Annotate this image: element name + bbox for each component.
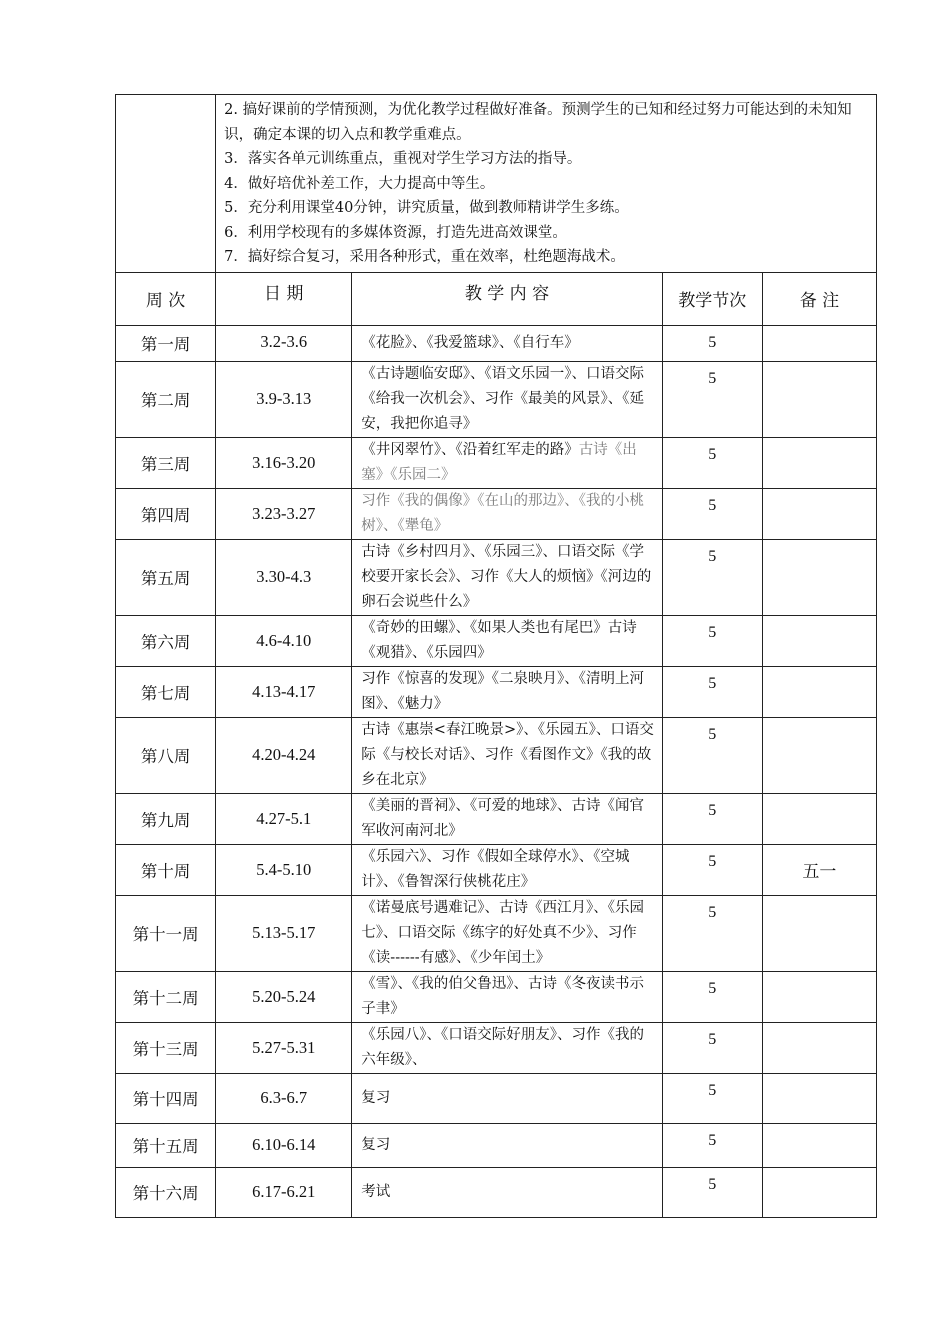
intro-line: 5．充分利用课堂40分钟，讲究质量，做到教师精讲学生多练。 <box>224 200 629 216</box>
note-cell <box>762 971 876 1022</box>
content-text: 古诗《乡村四月》、《乐园三》、口语交际《学校要开家长会》、习作《大人的烦恼》《河边的卵石会说些什么》 <box>361 543 652 610</box>
content-text: 《乐园八》、《口语交际好朋友》、习作《我的六年级》、 <box>361 1026 645 1068</box>
table-row <box>116 666 877 717</box>
lessons-cell: 5 <box>662 437 762 488</box>
date-cell: 5.27-5.31 <box>216 1022 352 1073</box>
date-cell: 3.2-3.6 <box>216 325 352 361</box>
table-row <box>116 844 877 895</box>
week-cell: 第四周 <box>116 488 216 539</box>
content-text-gray: 习作《我的偶像》《在山的那边》、《我的小桃树》、《犟龟》 <box>361 492 645 534</box>
content-cell <box>352 488 662 539</box>
date-cell: 3.16-3.20 <box>216 437 352 488</box>
header-note: 备 注 <box>762 272 876 325</box>
note-cell <box>762 1022 876 1073</box>
content-cell <box>352 1167 662 1217</box>
week-cell: 第十四周 <box>116 1073 216 1123</box>
lessons-cell: 5 <box>662 1022 762 1073</box>
content-cell <box>352 615 662 666</box>
table-row <box>116 717 877 793</box>
table-row <box>116 615 877 666</box>
header-lessons: 教学节次 <box>662 272 762 325</box>
lessons-cell: 5 <box>662 1073 762 1123</box>
content-cell <box>352 437 662 488</box>
note-cell <box>762 361 876 437</box>
schedule-rows <box>116 325 877 1217</box>
lessons-cell: 5 <box>662 895 762 971</box>
week-cell: 第十周 <box>116 844 216 895</box>
date-cell: 5.20-5.24 <box>216 971 352 1022</box>
content-cell <box>352 539 662 615</box>
table-row <box>116 895 877 971</box>
lessons-cell: 5 <box>662 793 762 844</box>
content-text: 《乐园六》、习作《假如全球停水》、《空城计》、《鲁智深行侠桃花庄》 <box>361 848 630 890</box>
week-cell: 第五周 <box>116 539 216 615</box>
lessons-cell: 5 <box>662 539 762 615</box>
intro-line: 7．搞好综合复习，采用各种形式，重在效率，杜绝题海战术。 <box>224 249 625 265</box>
header-week: 周 次 <box>116 272 216 325</box>
week-cell: 第十六周 <box>116 1167 216 1217</box>
note-cell <box>762 488 876 539</box>
content-cell <box>352 325 662 361</box>
note-cell <box>762 1073 876 1123</box>
week-cell: 第十二周 <box>116 971 216 1022</box>
note-cell <box>762 539 876 615</box>
content-cell <box>352 1073 662 1123</box>
week-cell: 第一周 <box>116 325 216 361</box>
week-cell: 第六周 <box>116 615 216 666</box>
content-text: 考试 <box>361 1183 391 1200</box>
date-cell: 3.23-3.27 <box>216 488 352 539</box>
note-cell <box>762 615 876 666</box>
intro-text-cell <box>216 95 877 273</box>
content-text: 《奇妙的田螺》、《如果人类也有尾巴》古诗《观猎》、《乐园四》 <box>361 619 637 661</box>
lessons-cell: 5 <box>662 717 762 793</box>
table-row <box>116 1167 877 1217</box>
intro-line: 2. 搞好课前的学情预测，为优化教学过程做好准备。预测学生的已知和经过努力可能达到的未知知识，确定本课的切入点和教学重难点。 <box>224 102 852 143</box>
intro-blank-cell <box>116 95 216 273</box>
content-text: 复习 <box>361 1136 391 1153</box>
date-cell: 6.17-6.21 <box>216 1167 352 1217</box>
content-cell <box>352 844 662 895</box>
note-cell: 五一 <box>762 844 876 895</box>
intro-row <box>116 95 877 273</box>
week-cell: 第三周 <box>116 437 216 488</box>
table-row <box>116 971 877 1022</box>
table-row <box>116 539 877 615</box>
content-text: 《雪》、《我的伯父鲁迅》、古诗《冬夜读书示子聿》 <box>361 975 645 1017</box>
content-cell <box>352 971 662 1022</box>
content-cell <box>352 361 662 437</box>
lessons-cell: 5 <box>662 488 762 539</box>
lessons-cell: 5 <box>662 971 762 1022</box>
lessons-cell: 5 <box>662 615 762 666</box>
note-cell <box>762 895 876 971</box>
date-cell: 5.13-5.17 <box>216 895 352 971</box>
content-text: 《井冈翠竹》、《沿着红军走的路》 <box>361 441 579 458</box>
date-cell: 3.30-4.3 <box>216 539 352 615</box>
week-cell: 第二周 <box>116 361 216 437</box>
teaching-schedule-table <box>115 94 877 1218</box>
content-text: 《诺曼底号遇难记》、古诗《西江月》、《乐园七》、口语交际《练字的好处真不少》、习作《读------有感》、《少年闰土》 <box>361 899 645 966</box>
content-text: 《美丽的晋祠》、《可爱的地球》、古诗《闻官军收河南河北》 <box>361 797 645 839</box>
content-text: 习作《惊喜的发现》《二泉映月》、《清明上河图》、《魅力》 <box>361 670 645 712</box>
table-row <box>116 361 877 437</box>
table-row <box>116 488 877 539</box>
lessons-cell: 5 <box>662 844 762 895</box>
lessons-cell: 5 <box>662 361 762 437</box>
content-text: 复习 <box>361 1089 391 1106</box>
header-row <box>116 272 877 325</box>
date-cell: 4.6-4.10 <box>216 615 352 666</box>
intro-line: 3．落实各单元训练重点，重视对学生学习方法的指导。 <box>224 151 582 167</box>
table-row <box>116 1123 877 1167</box>
lessons-cell: 5 <box>662 1167 762 1217</box>
week-cell: 第七周 <box>116 666 216 717</box>
table-row <box>116 1073 877 1123</box>
note-cell <box>762 717 876 793</box>
date-cell: 6.3-6.7 <box>216 1073 352 1123</box>
date-cell: 4.20-4.24 <box>216 717 352 793</box>
table-row <box>116 437 877 488</box>
note-cell <box>762 1123 876 1167</box>
week-cell: 第十三周 <box>116 1022 216 1073</box>
content-text: 《花脸》、《我爱篮球》、《自行车》 <box>361 334 579 351</box>
week-cell: 第十五周 <box>116 1123 216 1167</box>
date-cell: 4.27-5.1 <box>216 793 352 844</box>
header-content: 教 学 内 容 <box>352 272 662 325</box>
content-cell <box>352 895 662 971</box>
lessons-cell: 5 <box>662 325 762 361</box>
date-cell: 6.10-6.14 <box>216 1123 352 1167</box>
note-cell <box>762 666 876 717</box>
intro-line: 6．利用学校现有的多媒体资源，打造先进高效课堂。 <box>224 224 567 241</box>
content-text: 《古诗题临安邸》、《语文乐园一》、口语交际《给我一次机会》、习作《最美的风景》、《延安，我把你追寻》 <box>361 365 645 432</box>
week-cell: 第八周 <box>116 717 216 793</box>
content-cell <box>352 666 662 717</box>
content-cell <box>352 1123 662 1167</box>
note-cell <box>762 437 876 488</box>
table-row <box>116 325 877 361</box>
note-cell <box>762 793 876 844</box>
date-cell: 5.4-5.10 <box>216 844 352 895</box>
date-cell: 4.13-4.17 <box>216 666 352 717</box>
lessons-cell: 5 <box>662 666 762 717</box>
note-cell <box>762 1167 876 1217</box>
intro-line: 4．做好培优补差工作，大力提高中等生。 <box>224 175 495 192</box>
content-cell <box>352 717 662 793</box>
content-text: 古诗《惠崇<春江晚景>》、《乐园五》、口语交际《与校长对话》、习作《看图作文》《我的故乡在北京》 <box>361 721 654 788</box>
week-cell: 第十一周 <box>116 895 216 971</box>
lessons-cell: 5 <box>662 1123 762 1167</box>
date-cell: 3.9-3.13 <box>216 361 352 437</box>
header-date: 日 期 <box>216 272 352 325</box>
note-cell <box>762 325 876 361</box>
content-cell <box>352 1022 662 1073</box>
content-text-gray: 古诗《出塞》《乐园二》 <box>361 441 637 483</box>
week-cell: 第九周 <box>116 793 216 844</box>
table-row <box>116 1022 877 1073</box>
content-cell <box>352 793 662 844</box>
table-row <box>116 793 877 844</box>
